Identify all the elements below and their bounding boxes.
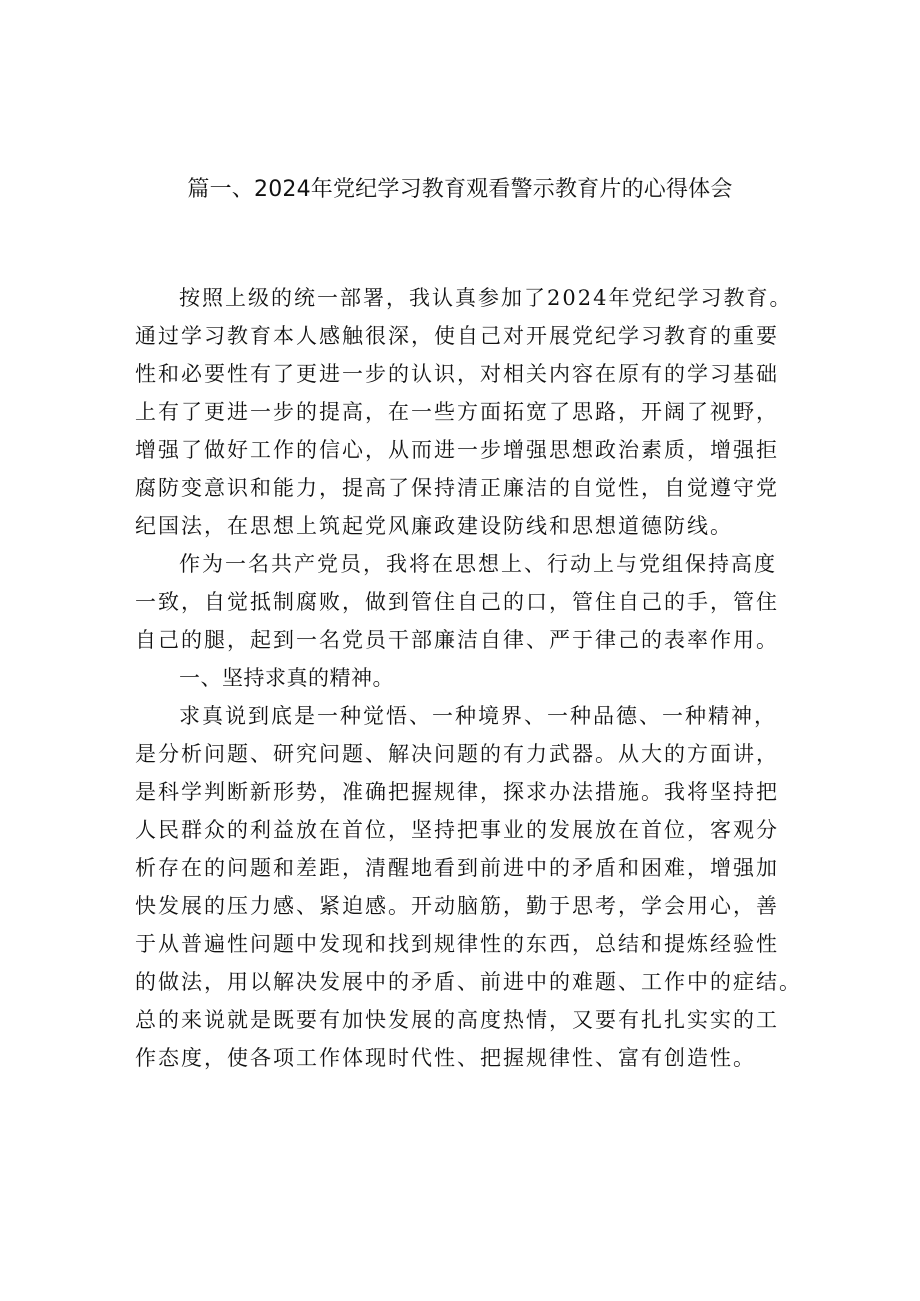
text-line: 总的来说就是既要有加快发展的高度热情，又要有扎扎实实的工 xyxy=(135,1008,779,1032)
text-line: 一致，自觉抵制腐败，做到管住自己的口，管住自己的手，管住 xyxy=(135,590,779,614)
heading-text: 一、坚持求真的精神。 xyxy=(179,666,394,690)
text-line: 按照上级的统一部署，我认真参加了2024年党纪学习教育。 xyxy=(179,286,793,310)
text-line: 纪国法，在思想上筑起党风廉政建设防线和思想道德防线。 xyxy=(135,514,733,538)
text-line: 求真说到底是一种觉悟、一种境界、一种品德、一种精神， xyxy=(179,704,777,728)
text-line: 的做法，用以解决发展中的矛盾、前进中的难题、工作中的症结。 xyxy=(135,970,802,994)
paragraph xyxy=(135,545,795,659)
text-line: 作态度，使各项工作体现时代性、把握规律性、富有创造性。 xyxy=(135,1046,756,1070)
text-line: 上有了更进一步的提高，在一些方面拓宽了思路，开阔了视野， xyxy=(135,400,779,424)
text-line: 于从普遍性问题中发现和找到规律性的东西，总结和提炼经验性 xyxy=(135,932,779,956)
text-line: 析存在的问题和差距，清醒地看到前进中的矛盾和困难，增强加 xyxy=(135,856,779,880)
document-body xyxy=(135,279,802,1077)
text-line: 性和必要性有了更进一步的认识，对相关内容在原有的学习基础 xyxy=(135,362,779,386)
text-line: 是科学判断新形势，准确把握规律，探求办法措施。我将坚持把 xyxy=(135,780,779,804)
text-line: 人民群众的利益放在首位，坚持把事业的发展放在首位，客观分 xyxy=(135,818,779,842)
paragraph xyxy=(135,697,802,1077)
text-line: 是分析问题、研究问题、解决问题的有力武器。从大的方面讲， xyxy=(135,742,779,766)
text-line: 快发展的压力感、紧迫感。开动脑筋，勤于思考，学会用心，善 xyxy=(135,894,779,918)
text-line: 增强了做好工作的信心，从而进一步增强思想政治素质，增强拒 xyxy=(135,438,779,462)
text-line: 作为一名共产党员，我将在思想上、行动上与党组保持高度 xyxy=(179,552,777,576)
text-line: 通过学习教育本人感触很深，使自己对开展党纪学习教育的重要 xyxy=(135,324,779,348)
section-heading xyxy=(135,659,795,697)
paragraph xyxy=(135,279,795,545)
text-line: 自己的腿，起到一名党员干部廉洁自律、严于律己的表率作用。 xyxy=(135,628,779,652)
document-title: 篇一、2024年党纪学习教育观看警示教育片的心得体会 xyxy=(187,177,733,202)
text-line: 腐防变意识和能力，提高了保持清正廉洁的自觉性，自觉遵守党 xyxy=(135,476,779,500)
